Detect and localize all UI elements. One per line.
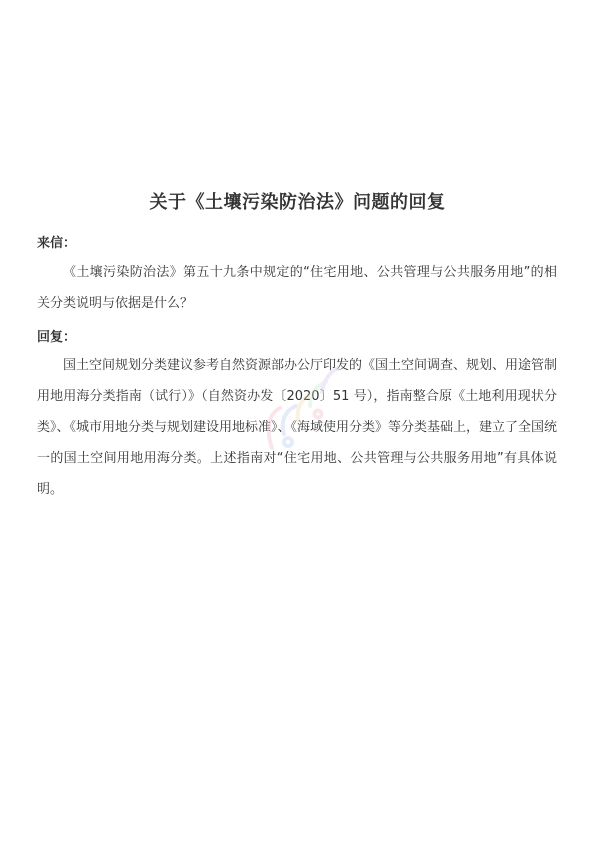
answer-label: 回复：: [37, 330, 77, 345]
watermark-stroke: [283, 406, 296, 434]
watermark-dot: [315, 411, 322, 418]
watermark-stroke: [269, 408, 280, 448]
watermark-stroke: [322, 368, 338, 392]
question-label: 来信：: [37, 236, 77, 251]
watermark-dot: [284, 438, 292, 446]
colorful-logo-watermark-icon: [258, 350, 348, 460]
question-paragraph: 《土壤污染防治法》第五十九条中规定的“住宅用地、公共管理与公共服务用地”的相关分类说明与依据是什么？: [37, 265, 557, 311]
answer-paragraph: 国土空间规划分类建议参考自然资源部办公厅印发的《国土空间调查、规划、用途管制用地用海分类指南（试行）》（自然资办发〔2020〕51 号），指南整合原《土地利用现状分类》、《城市用地分类与规划建设用地标准》、《海域使用分类》等分类基础上，建立了全国统一的国土空间用地用海分类。上述指南对“住宅用地、公共管理与公共服务用地”有具体说明。: [37, 358, 558, 497]
page-title: 关于《土壤污染防治法》问题的回复: [149, 192, 446, 213]
